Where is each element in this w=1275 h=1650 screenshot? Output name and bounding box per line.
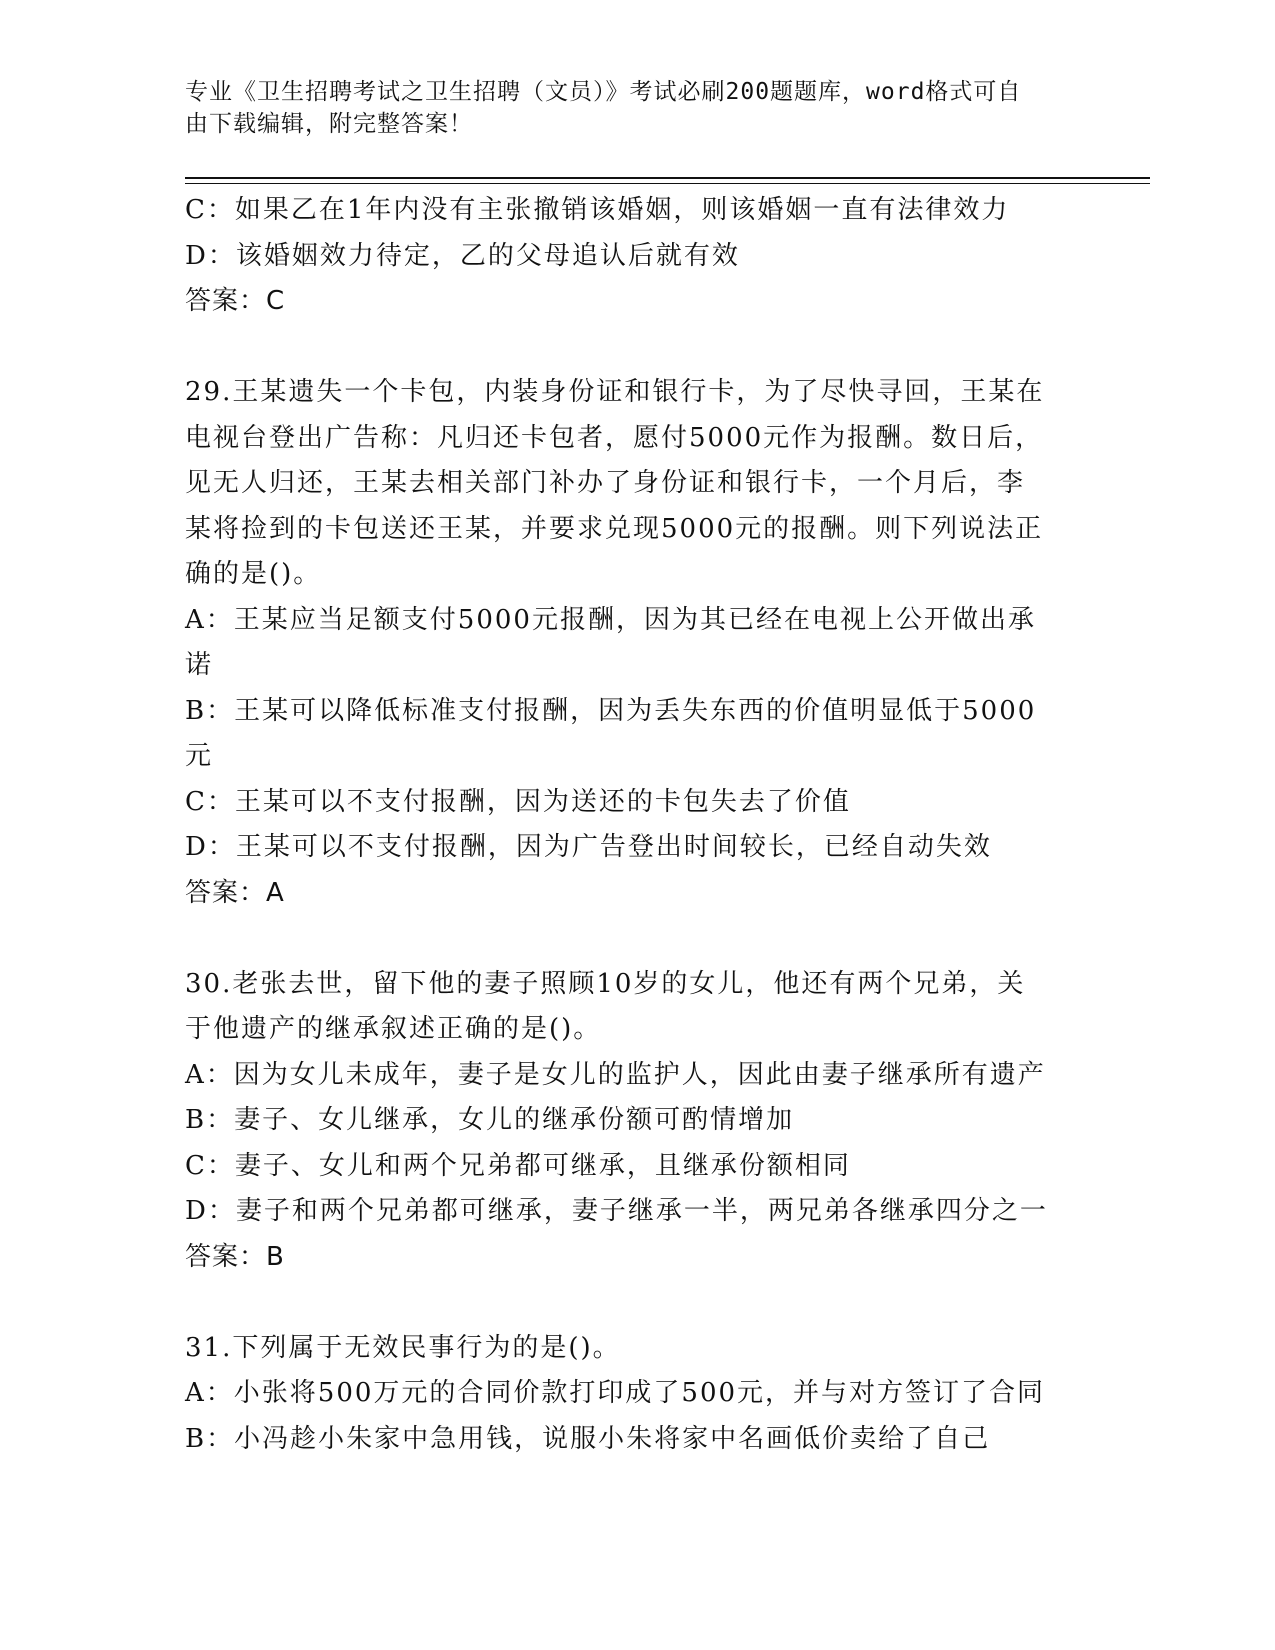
option-d: D：王某可以不支付报酬，因为广告登出时间较长，已经自动失效 [185,832,992,862]
question-stem-line: 30.老张去世，留下他的妻子照顾10岁的女儿，他还有两个兄弟，关 [185,968,1026,999]
option-a: A：因为女儿未成年，妻子是女儿的监护人，因此由妻子继承所有遗产 [185,1059,1046,1090]
question-stem-line: 31.下列属于无效民事行为的是()。 [185,1332,621,1363]
option-d: D：妻子和两个兄弟都可继承，妻子继承一半，两兄弟各继承四分之一 [185,1196,1048,1226]
question-stem-line: 见无人归还，王某去相关部门补办了身份证和银行卡，一个月后，李 [185,468,1026,498]
option-b: B：小冯趁小朱家中急用钱，说服小朱将家中名画低价卖给了自己 [185,1423,991,1454]
spacer [185,1280,1065,1326]
previous-question-tail [185,188,1065,325]
answer-label: 答案：C [185,286,286,316]
header-divider-thin [185,183,1150,184]
option-a: A：王某应当足额支付5000元报酬，因为其已经在电视上公开做出承 [185,604,1036,635]
option-b: B：王某可以降低标准支付报酬，因为丢失东西的价值明显低于5000 [185,695,1037,726]
question-30 [185,962,1065,1281]
document-header [185,76,1065,140]
question-stem-line: 于他遗产的继承叙述正确的是()。 [185,1014,602,1044]
question-29 [185,370,1065,916]
option-c: C：如果乙在1年内没有主张撤销该婚姻，则该婚姻一直有法律效力 [185,195,1010,225]
option-c: C：妻子、女儿和两个兄弟都可继承，且继承份额相同 [185,1150,851,1181]
header-divider-thick [185,177,1150,179]
question-stem-line: 某将捡到的卡包送还王某，并要求兑现5000元的报酬。则下列说法正 [185,513,1044,544]
question-stem-line: 电视台登出广告称：凡归还卡包者，愿付5000元作为报酬。数日后， [185,422,1044,453]
question-content [185,188,1065,1462]
answer-label: 答案：A [185,877,285,908]
option-a-continued: 诺 [185,650,214,680]
header-line-2: 由下载编辑，附完整答案！ [185,111,473,137]
question-31 [185,1326,1065,1463]
answer-label: 答案：B [185,1241,285,1272]
option-c: C：王某可以不支付报酬，因为送还的卡包失去了价值 [185,786,851,817]
option-a: A：小张将500万元的合同价款打印成了500元，并与对方签订了合同 [185,1378,1046,1408]
spacer [185,325,1065,371]
header-line-1: 专业《卫生招聘考试之卫生招聘（文员）》考试必刷200题题库，word格式可自 [185,79,1022,105]
option-d: D：该婚姻效力待定，乙的父母追认后就有效 [185,240,740,271]
option-b: B：妻子、女儿继承，女儿的继承份额可酌情增加 [185,1105,795,1135]
question-stem-line: 确的是()。 [185,559,322,589]
option-b-continued: 元 [185,741,214,771]
question-stem-line: 29.王某遗失一个卡包，内装身份证和银行卡，为了尽快寻回，王某在 [185,377,1045,407]
spacer [185,916,1065,962]
